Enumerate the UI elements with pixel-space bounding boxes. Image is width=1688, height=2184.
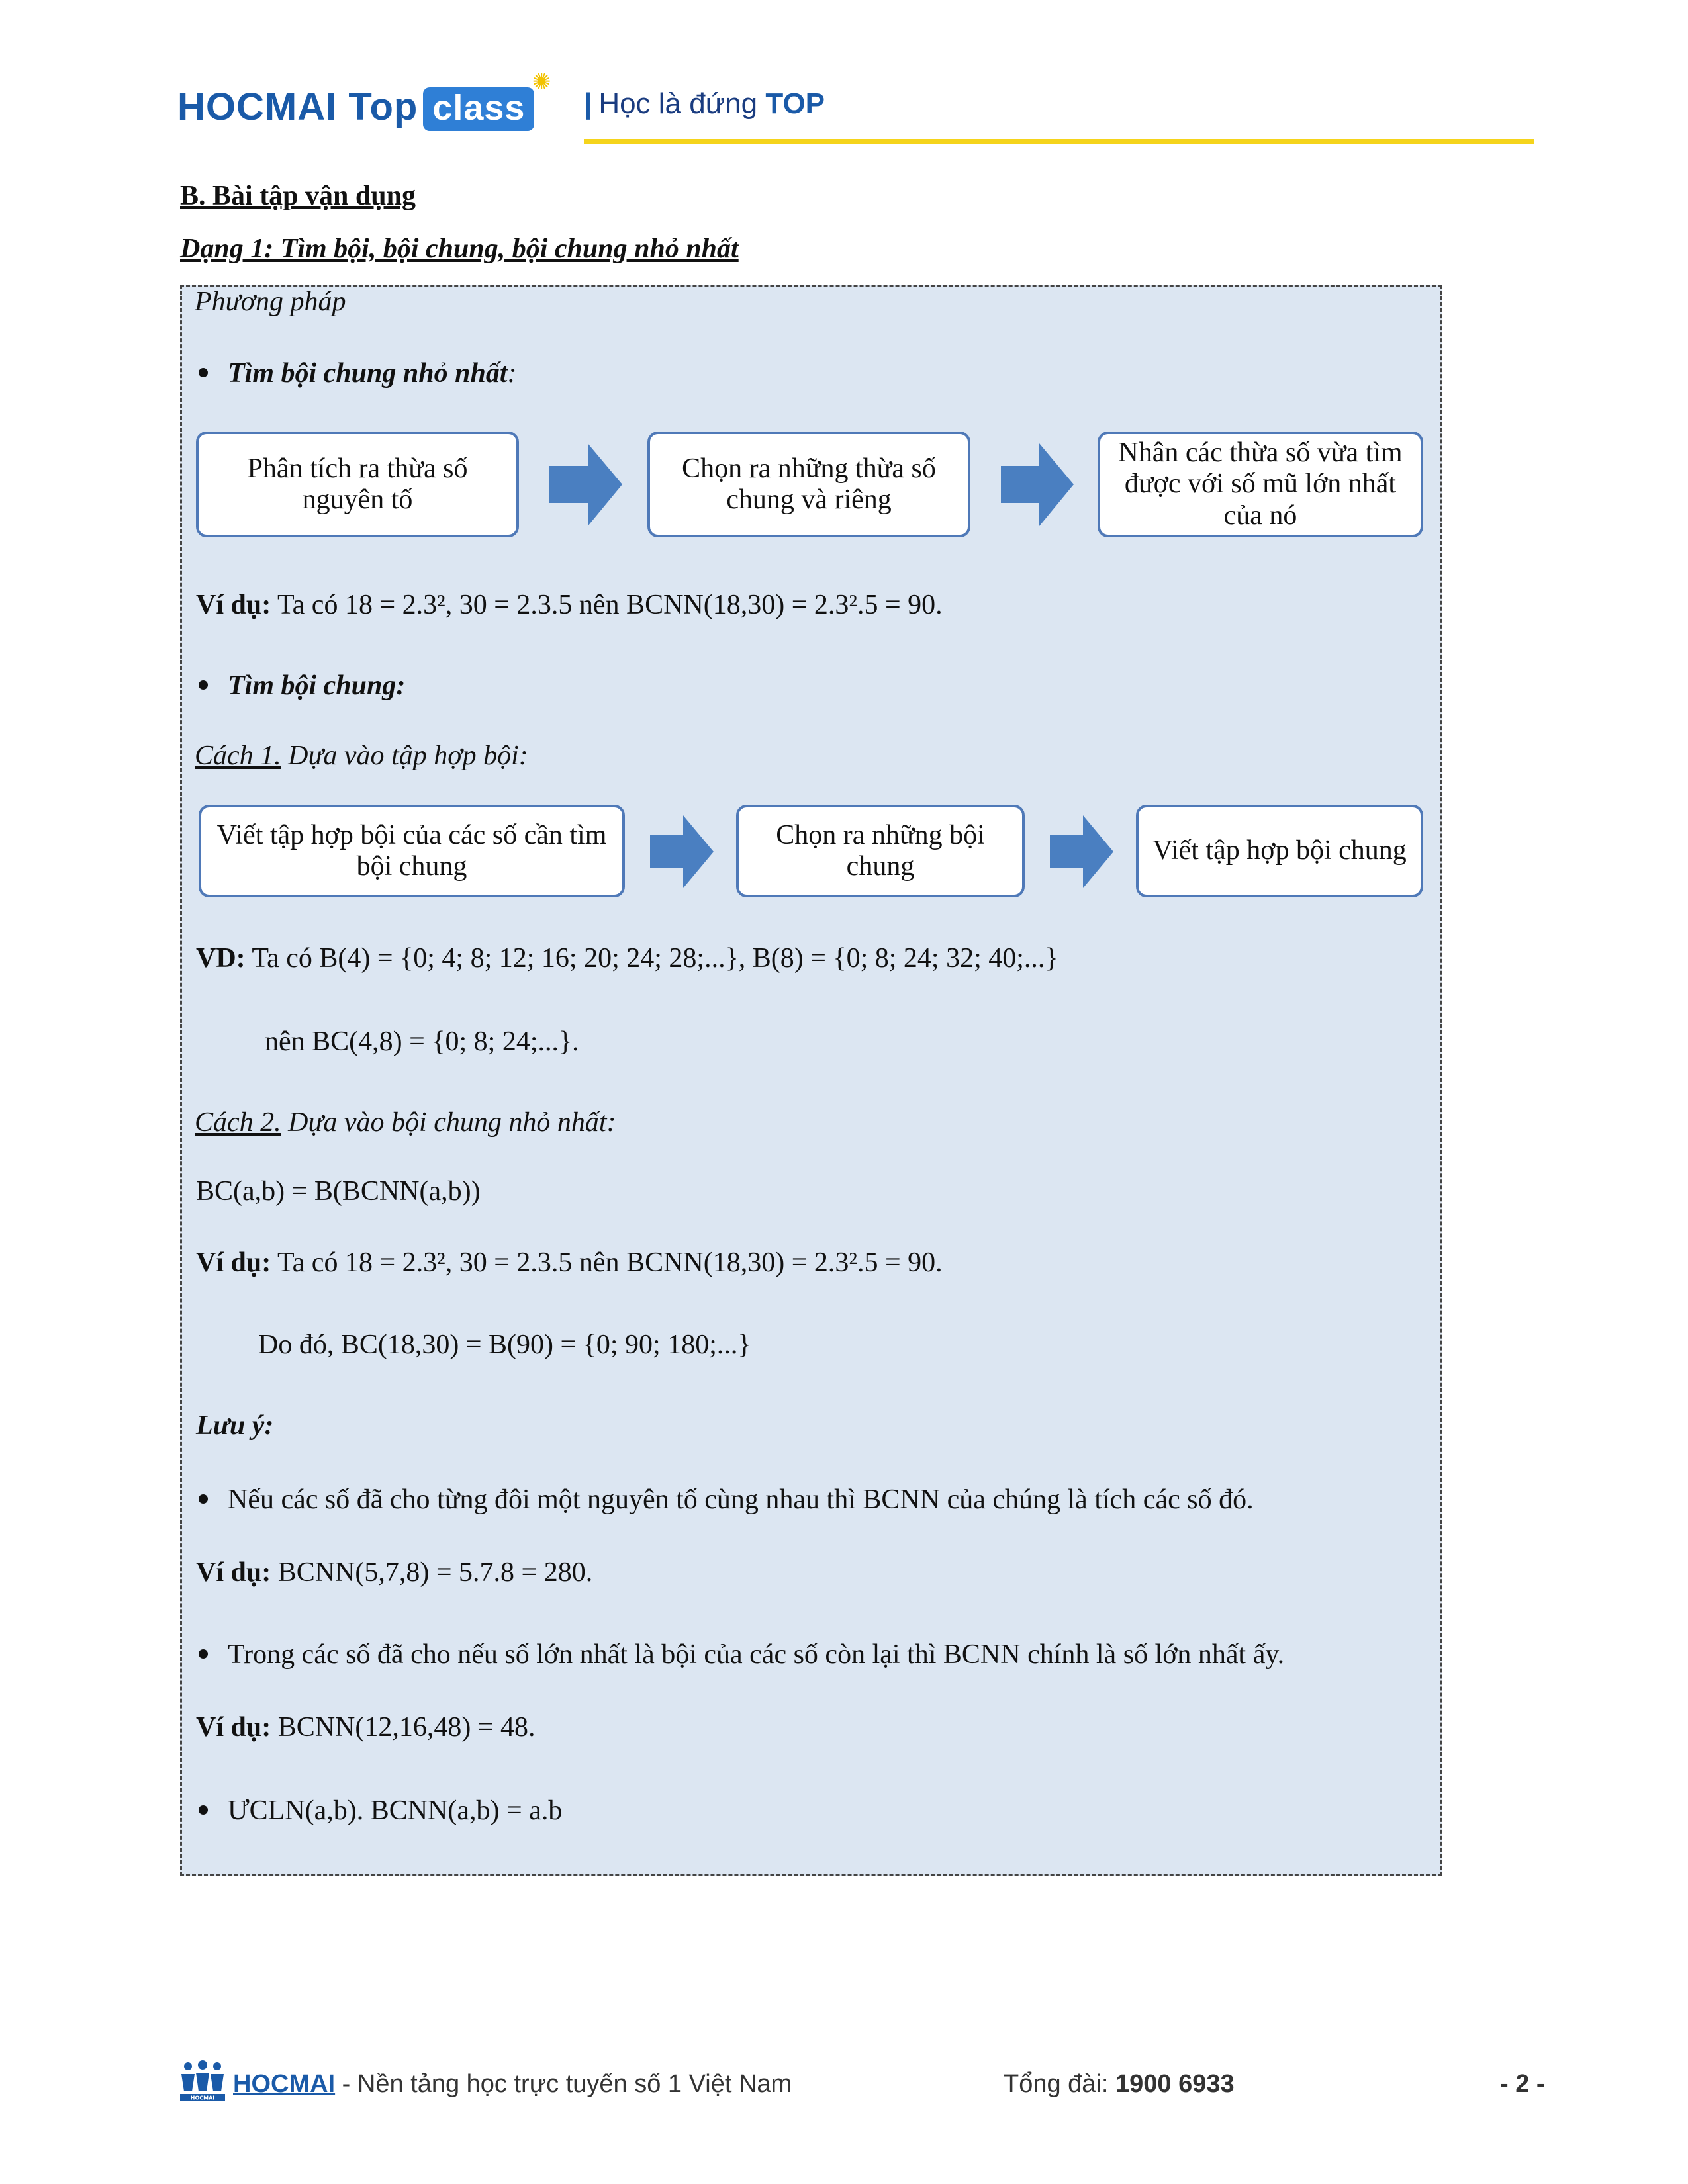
bullet-icon [199,1649,208,1659]
note-3 [199,1795,562,1827]
bullet-bcnn [199,357,516,389]
page-number: - 2 - [1500,2070,1545,2098]
logo-main-text: HOCMAI Top [177,85,418,128]
example-2-label: VD: [196,943,246,974]
cach-1-label: Cách 1. [195,741,281,771]
example-5 [196,1711,536,1743]
logo-class-text: class [432,88,526,128]
example-1-text: Ta có 18 = 2.3², 30 = 2.3.5 nên BCNN(18,30) = 2.3².5 = 90. [271,590,943,620]
bullet-bc [199,670,405,702]
footer-slogan-text: - Nền tảng học trực tuyến số 1 Việt Nam [335,2070,792,2098]
note-1-text: Nếu các số đã cho từng đôi một nguyên tố cùng nhau thì BCNN của chúng là tích các số đó. [228,1484,1254,1515]
bullet-icon [199,1805,208,1815]
cach-2-text: Dựa vào bội chung nhỏ nhất: [281,1107,616,1138]
hocmai-topclass-logo [177,69,552,131]
example-4 [196,1557,592,1588]
example-4-text: BCNN(5,7,8) = 5.7.8 = 280. [271,1557,593,1588]
tagline-text: Học là đứng [598,87,766,120]
cach-1-text: Dựa vào tập hợp bội: [281,741,528,771]
formula-bc: BC(a,b) = B(BCNN(a,b)) [196,1176,481,1206]
phuong-phap-label: Phương pháp [195,287,346,317]
hotline-number: 1900 6933 [1115,2070,1235,2098]
example-1 [196,589,943,621]
footer-hotline [1004,2070,1235,2099]
hocmai-family-icon [179,2060,226,2105]
footer-brand-link[interactable]: HOCMAI [233,2070,336,2098]
flow2-step1: Viết tập hợp bội của các số cần tìm bội chung [199,805,625,897]
bullet-icon [199,368,208,377]
hotline-label: Tổng đài: [1004,2070,1115,2098]
tagline-divider: | [584,87,592,120]
example-2 [196,942,1058,974]
bullet-icon [199,680,208,690]
arrow-right-icon [1001,443,1074,529]
cach-1 [195,740,528,772]
arrow-right-icon [1050,815,1113,891]
flow1-step1: Phân tích ra thừa số nguyên tố [196,432,519,537]
bullet-bc-label: Tìm bội chung: [228,670,406,701]
section-title: B. Bài tập vận dụng [180,181,416,211]
flow1-step3: Nhân các thừa số vừa tìm được với số mũ lớn nhất của nó [1098,432,1423,537]
note-2 [199,1639,1284,1670]
example-3-label: Ví dụ: [196,1248,271,1278]
arrow-right-icon [549,443,622,529]
footer-slogan [233,2070,792,2099]
icon-caption: HOCMAI [190,2095,215,2101]
example-3 [196,1247,943,1279]
example-1-label: Ví dụ: [196,590,271,620]
header-divider [584,139,1534,144]
example-2-text: Ta có B(4) = {0; 4; 8; 12; 16; 20; 24; 28;...}, B(8) = {0; 8; 24; 32; 40;...} [245,943,1058,974]
note-3-text: ƯCLN(a,b). BCNN(a,b) = a.b [228,1796,563,1826]
tagline-bold: TOP [765,87,825,120]
note-heading: Lưu ý: [196,1410,274,1441]
example-3-line2: Do đó, BC(18,30) = B(90) = {0; 90; 180;...} [258,1330,751,1360]
flow2-step2: Chọn ra những bội chung [736,805,1025,897]
example-5-text: BCNN(12,16,48) = 48. [271,1712,536,1743]
dang-title: Dạng 1: Tìm bội, bội chung, bội chung nhỏ nhất [180,234,739,264]
bullet-icon [199,1494,208,1504]
bullet-bcnn-colon: : [507,358,517,388]
cach-2-label: Cách 2. [195,1107,281,1138]
example-5-label: Ví dụ: [196,1712,271,1743]
flow2-step3: Viết tập hợp bội chung [1136,805,1423,897]
bullet-bcnn-label: Tìm bội chung nhỏ nhất [228,358,508,388]
example-3-text: Ta có 18 = 2.3², 30 = 2.3.5 nên BCNN(18,30) = 2.3².5 = 90. [271,1248,943,1278]
arrow-right-icon [650,815,714,891]
note-1 [199,1484,1254,1516]
cach-2 [195,1107,616,1138]
example-2-line2: nên BC(4,8) = {0; 8; 24;...}. [265,1026,579,1057]
example-4-label: Ví dụ: [196,1557,271,1588]
logo-class-badge [423,69,552,131]
header-tagline [584,87,825,120]
note-2-text: Trong các số đã cho nếu số lớn nhất là bội của các số còn lại thì BCNN chính là số lớn nhất ấy. [228,1639,1285,1670]
flow1-step2: Chọn ra những thừa số chung và riêng [647,432,970,537]
star-icon: ✺ [532,69,552,95]
